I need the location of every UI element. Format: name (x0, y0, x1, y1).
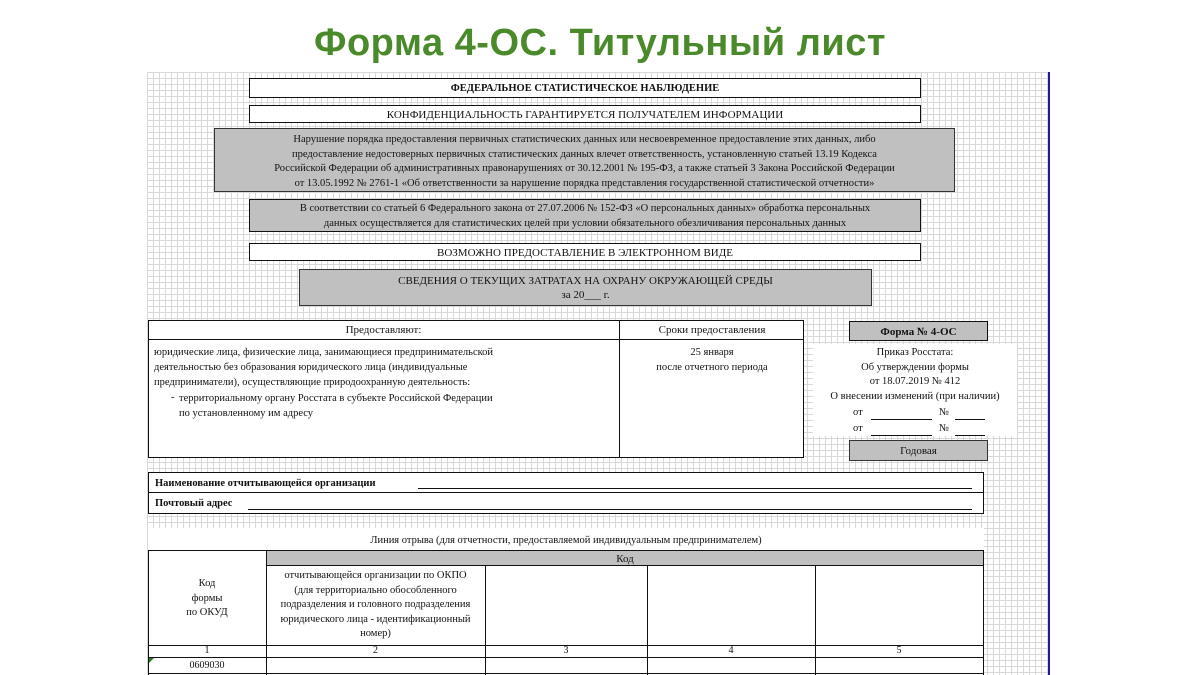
report-period: за 20___ г. (561, 289, 610, 301)
okud-value: 0609030 (189, 660, 225, 671)
who-line: деятельностью без образования юридического лица (индивидуальные (154, 362, 468, 373)
violation-line: Российской Федерации об административных правонарушениях от 30.12.2001 № 195-ФЗ, а также статьей 3 Закона Российской Федерации (274, 163, 895, 174)
violation-line: Нарушение порядка предоставления первичных статистических данных или несвоевременное предоставление этих данных, либо (293, 134, 876, 145)
federal-observation-banner (249, 78, 921, 98)
submitters-col2-header: Сроки предоставления (658, 324, 766, 336)
violation-line: от 13.05.1992 № 2761-1 «Об ответственности за нарушение порядка представления государственной статистической отчетности» (294, 177, 875, 189)
okpo-label-line: номер) (360, 628, 391, 639)
okpo-label (266, 569, 485, 642)
submitters-col1-header: Предоставляют: (345, 324, 422, 336)
amend-from-label-2: от (853, 423, 863, 434)
okud-label-line: по ОКУД (186, 607, 228, 618)
who-line: юридические лица, физические лица, занимающиеся предпринимательской (154, 347, 494, 358)
amend-number-field-2[interactable] (955, 435, 985, 436)
codes-col-divider (647, 566, 648, 675)
org-name-label: Наименование отчитывающейся организации (155, 478, 376, 489)
okpo-label-line: (для территориально обособленного (294, 584, 457, 596)
cell-marker-icon (149, 658, 154, 663)
confidentiality-text: КОНФИДЕНЦИАЛЬНОСТЬ ГАРАНТИРУЕТСЯ ПОЛУЧАТЕЛЕМ ИНФОРМАЦИИ (386, 109, 784, 121)
amend-from-label: от (853, 407, 863, 418)
okud-label-line: формы (191, 592, 223, 604)
okpo-label-line: юридического лица - идентификационный (280, 613, 471, 625)
sheet-right-border (1048, 72, 1050, 675)
form-number-box (849, 321, 988, 341)
deadline-note: после отчетного периода (656, 362, 768, 373)
who-line: предприниматели), осуществляющие природоохранную деятельность: (154, 377, 471, 388)
submitters-header-divider (148, 339, 804, 340)
personal-data-notice (249, 199, 921, 232)
okud-label-line: Код (198, 578, 216, 589)
amend-date-field[interactable] (871, 419, 932, 420)
org-name-field[interactable] (418, 488, 972, 489)
code-header-text: Код (616, 553, 634, 565)
amend-no-label-2: № (939, 423, 950, 434)
personal-data-line: данных осуществляется для статистических целей при условии обязательного обезличивания персональных данных (323, 217, 847, 229)
col-number-1: 1 (204, 645, 210, 656)
deadline (620, 345, 804, 375)
codes-col-divider (485, 566, 486, 675)
amend-number-field[interactable] (955, 419, 985, 420)
codes-values-divider (148, 657, 984, 658)
amend-no-label: № (939, 407, 950, 418)
codes-top-border (148, 550, 266, 551)
col-number-2: 2 (373, 645, 378, 656)
tear-line: Линия отрыва (для отчетности, предоставляемой индивидуальным предпринимателем) (370, 535, 762, 546)
order-line: Приказ Росстата: (876, 347, 954, 358)
col-number-4: 4 (728, 645, 734, 656)
report-title: СВЕДЕНИЯ О ТЕКУЩИХ ЗАТРАТАХ НА ОХРАНУ ОКРУЖАЮЩЕЙ СРЕДЫ (398, 275, 773, 287)
code-header (266, 550, 984, 566)
order-line: О внесении изменений (при наличии) (830, 390, 1000, 402)
submitters-where (179, 391, 609, 421)
violation-notice (214, 128, 955, 192)
federal-observation-text: ФЕДЕРАЛЬНОЕ СТАТИСТИЧЕСКОЕ НАБЛЮДЕНИЕ (450, 83, 720, 94)
okpo-label-line: отчитывающейся организации по ОКПО (284, 570, 467, 581)
form-number: Форма № 4-ОС (880, 326, 957, 338)
electronic-text: ВОЗМОЖНО ПРЕДОСТАВЛЕНИЕ В ЭЛЕКТРОННОМ ВИДЕ (437, 247, 733, 259)
deadline-date: 25 января (690, 347, 734, 358)
confidentiality-banner (249, 105, 921, 123)
electronic-submission-banner (249, 243, 921, 261)
violation-line: предоставление недостоверных первичных статистических данных влечет ответственность, установленную статьей 13.19 Кодекса (292, 148, 877, 160)
report-title-box (299, 269, 872, 306)
submitters-col-divider (619, 320, 620, 458)
postal-address-field[interactable] (248, 509, 972, 510)
col-number-5: 5 (896, 645, 902, 656)
periodicity: Годовая (900, 445, 937, 457)
order-line: от 18.07.2019 № 412 (869, 376, 961, 387)
order-info (813, 346, 1017, 404)
order-line: Об утверждении формы (861, 361, 969, 373)
where-line: территориальному органу Росстата в субъекте Российской Федерации (179, 393, 493, 404)
organization-divider (148, 492, 984, 493)
codes-col-divider (815, 566, 816, 675)
bullet-dash: - (171, 392, 175, 403)
col-number-3: 3 (563, 645, 569, 656)
codes-bottom-border (148, 673, 984, 674)
periodicity-box (849, 440, 988, 461)
postal-address-label: Почтовый адрес (155, 498, 233, 509)
okud-label (148, 577, 266, 621)
page-title: Форма 4-ОС. Титульный лист (314, 22, 886, 64)
codes-right-border (983, 566, 984, 675)
personal-data-line: В соответствии со статьей 6 Федерального закона от 27.07.2006 № 152-ФЗ «О персональных данных» обработка персональных (299, 203, 871, 214)
amend-date-field-2[interactable] (871, 435, 932, 436)
submitters-who (154, 345, 614, 390)
where-line: по установленному им адресу (179, 408, 314, 419)
okpo-label-line: подразделения и головного подразделения (280, 599, 471, 610)
